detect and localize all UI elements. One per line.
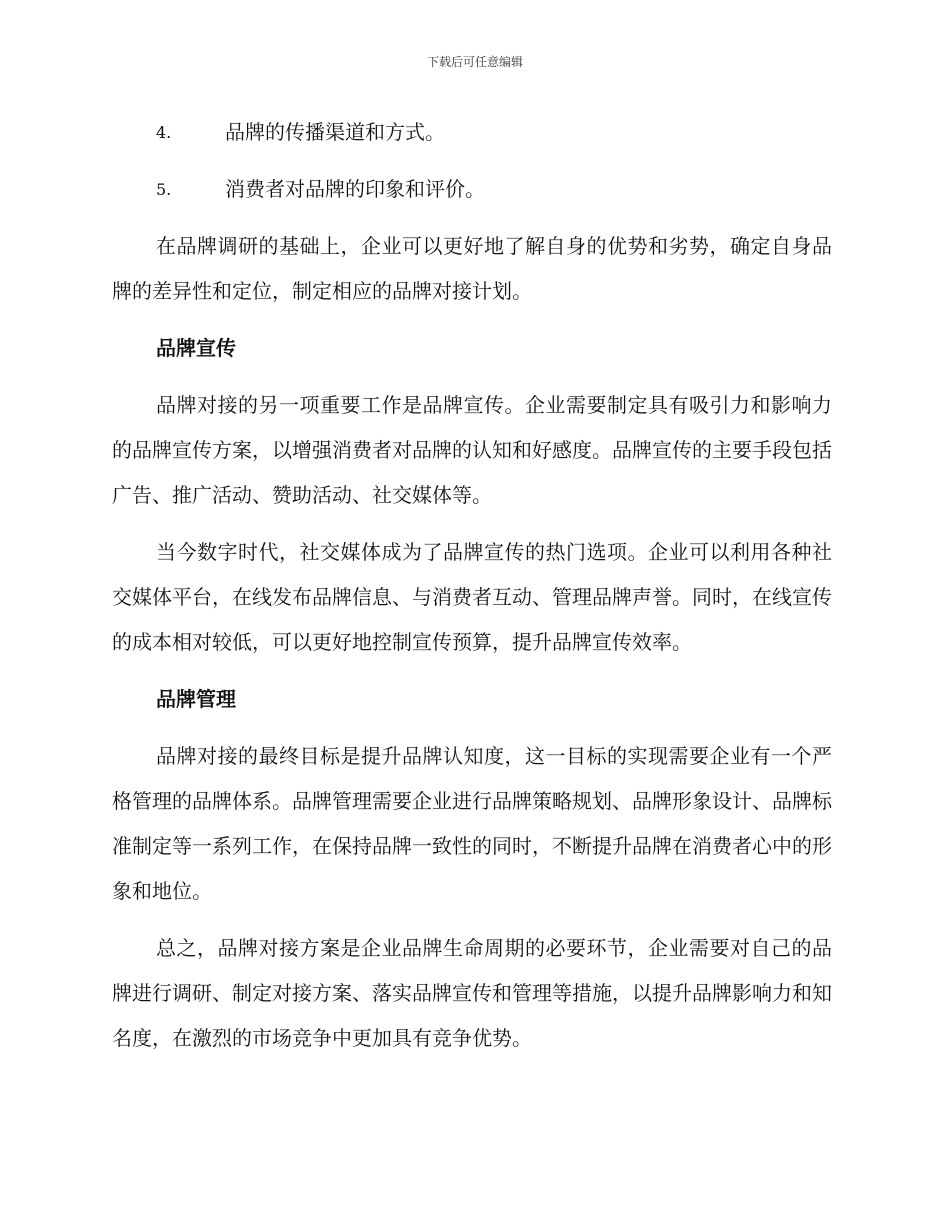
list-item-number: 4. xyxy=(156,123,172,142)
list-item xyxy=(112,110,832,155)
paragraph-conclusion: 总之，品牌对接方案是企业品牌生命周期的必要环节，企业需要对自己的品牌进行调研、制定对接方案、落实品牌宣传和管理等措施，以提升品牌影响力和知名度，在激烈的市场竞争中更加具有竞争优势。 xyxy=(112,936,832,1050)
section-heading-brand-management: 品牌管理 xyxy=(156,687,236,711)
document-body xyxy=(112,110,832,1073)
paragraph-brand-management: 品牌对接的最终目标是提升品牌认知度，这一目标的实现需要企业有一个严格管理的品牌体系。品牌管理需要企业进行品牌策略规划、品牌形象设计、品牌标准制定等一系列工作，在保持品牌一致性的同时，不断提升品牌在消费者心中的形象和地位。 xyxy=(112,744,832,903)
paragraph-brand-research: 在品牌调研的基础上，企业可以更好地了解自身的优势和劣势，确定自身品牌的差异性和定位，制定相应的品牌对接计划。 xyxy=(112,234,832,303)
list-item-number: 5. xyxy=(156,180,172,199)
list-item-text: 消费者对品牌的印象和评价。 xyxy=(225,177,485,201)
list-item xyxy=(112,167,832,212)
page-header-note: 下载后可任意编辑 xyxy=(426,55,523,69)
paragraph-brand-promotion: 品牌对接的另一项重要工作是品牌宣传。企业需要制定具有吸引力和影响力的品牌宣传方案，以增强消费者对品牌的认知和好感度。品牌宣传的主要手段包括广告、推广活动、赞助活动、社交媒体等。 xyxy=(112,393,832,507)
section-heading-brand-promotion: 品牌宣传 xyxy=(156,336,236,360)
list-item-text: 品牌的传播渠道和方式。 xyxy=(225,120,445,144)
paragraph-social-media: 当今数字时代，社交媒体成为了品牌宣传的热门选项。企业可以利用各种社交媒体平台，在线发布品牌信息、与消费者互动、管理品牌声誉。同时，在线宣传的成本相对较低，可以更好地控制宣传预算，提升品牌宣传效率。 xyxy=(112,540,832,654)
